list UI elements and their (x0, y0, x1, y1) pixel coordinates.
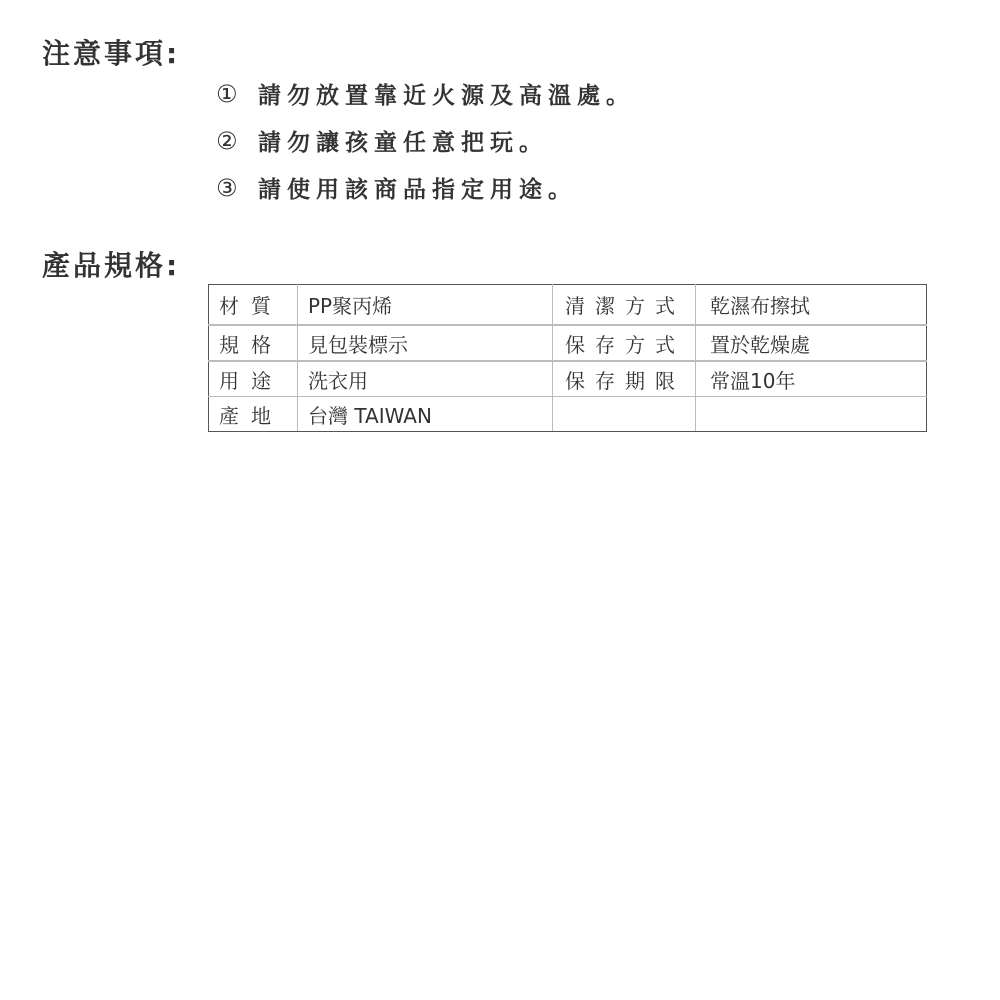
item-number: ① (216, 79, 238, 108)
notice-item (216, 70, 635, 117)
table-row (209, 285, 927, 326)
specs-table (208, 284, 927, 432)
spec-value: 乾濕布擦拭 (696, 285, 927, 326)
table-row (209, 325, 927, 361)
item-number: ② (216, 126, 238, 155)
notice-item (216, 164, 635, 211)
item-text: 請使用該商品指定用途。 (258, 177, 577, 203)
notice-heading: 注意事項: (42, 37, 181, 70)
spec-label: 產地 (209, 397, 298, 432)
spec-value: 台灣 TAIWAN (298, 397, 553, 432)
notice-item (216, 117, 635, 164)
spec-value: 洗衣用 (298, 361, 553, 397)
spec-label (553, 397, 696, 432)
spec-label: 保存期限 (553, 361, 696, 397)
spec-value: 常溫10年 (696, 361, 927, 397)
spec-value: 置於乾燥處 (696, 325, 927, 361)
item-text: 請勿放置靠近火源及高溫處。 (258, 83, 635, 109)
spec-label: 保存方式 (553, 325, 696, 361)
spec-label: 規格 (209, 325, 298, 361)
spec-value (696, 397, 927, 432)
specs-heading: 產品規格: (42, 249, 181, 282)
item-number: ③ (216, 173, 238, 202)
table-row (209, 397, 927, 432)
spec-value: PP聚丙烯 (298, 285, 553, 326)
table-row (209, 361, 927, 397)
spec-label: 用途 (209, 361, 298, 397)
spec-label: 清潔方式 (553, 285, 696, 326)
spec-value: 見包裝標示 (298, 325, 553, 361)
notice-list (216, 70, 635, 211)
spec-label: 材質 (209, 285, 298, 326)
item-text: 請勿讓孩童任意把玩。 (258, 130, 548, 156)
